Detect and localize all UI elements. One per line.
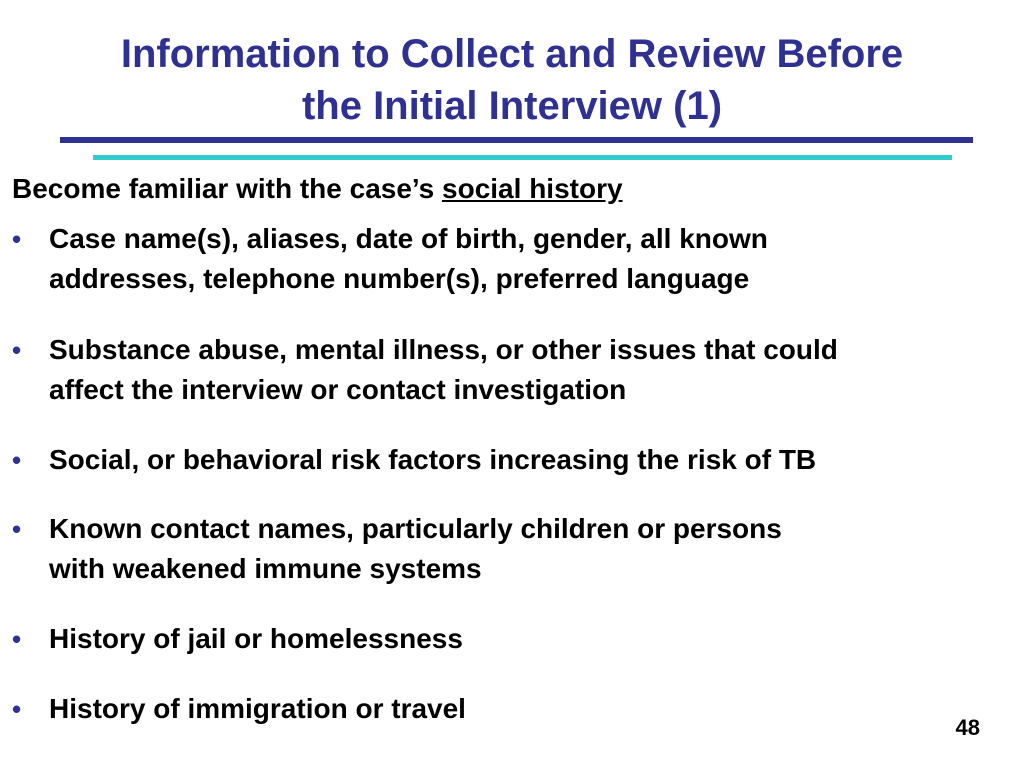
- bullet-text: [49, 509, 1017, 589]
- bullet-item: [12, 509, 1017, 589]
- bullet-text-line: Substance abuse, mental illness, or other issues that could: [49, 334, 838, 365]
- bullet-text-line: History of jail or homelessness: [49, 623, 463, 654]
- bullet-icon: •: [12, 224, 22, 254]
- bullet-text-line: with weakened immune systems: [49, 553, 482, 584]
- page-number: 48: [955, 715, 980, 740]
- bullet-text-line: Known contact names, particularly children or persons: [49, 513, 782, 544]
- intro-text: Become familiar with the case’s: [12, 173, 443, 204]
- slide-title-line-2: the Initial Interview (1): [301, 84, 723, 128]
- bullet-text: [49, 219, 1017, 299]
- slide-title-line-1: Information to Collect and Review Before: [120, 32, 904, 76]
- bullet-item: [12, 219, 1017, 299]
- bullet-icon: •: [12, 514, 22, 544]
- intro-underlined-text: social history: [442, 173, 623, 204]
- bullet-icon: •: [12, 445, 22, 475]
- bullet-text: [49, 689, 1017, 729]
- bullet-icon: •: [12, 624, 22, 654]
- bullet-text-line: History of immigration or travel: [49, 693, 466, 724]
- bullet-text: [49, 619, 1017, 659]
- bullet-item: [12, 440, 1017, 480]
- bullet-text-line: Social, or behavioral risk factors increasing the risk of TB: [49, 444, 817, 475]
- bullet-text: [49, 330, 1017, 410]
- bullet-item: [12, 689, 1017, 729]
- bullet-item: [12, 619, 1017, 659]
- bullet-text-line: addresses, telephone number(s), preferred language: [49, 263, 750, 294]
- bullet-text-line: affect the interview or contact investigation: [49, 374, 627, 405]
- bullet-text: [49, 440, 1017, 480]
- bullet-icon: •: [12, 335, 22, 365]
- bullet-text-line: Case name(s), aliases, date of birth, gender, all known: [49, 223, 768, 254]
- bullet-item: [12, 330, 1017, 410]
- bullet-icon: •: [12, 694, 22, 724]
